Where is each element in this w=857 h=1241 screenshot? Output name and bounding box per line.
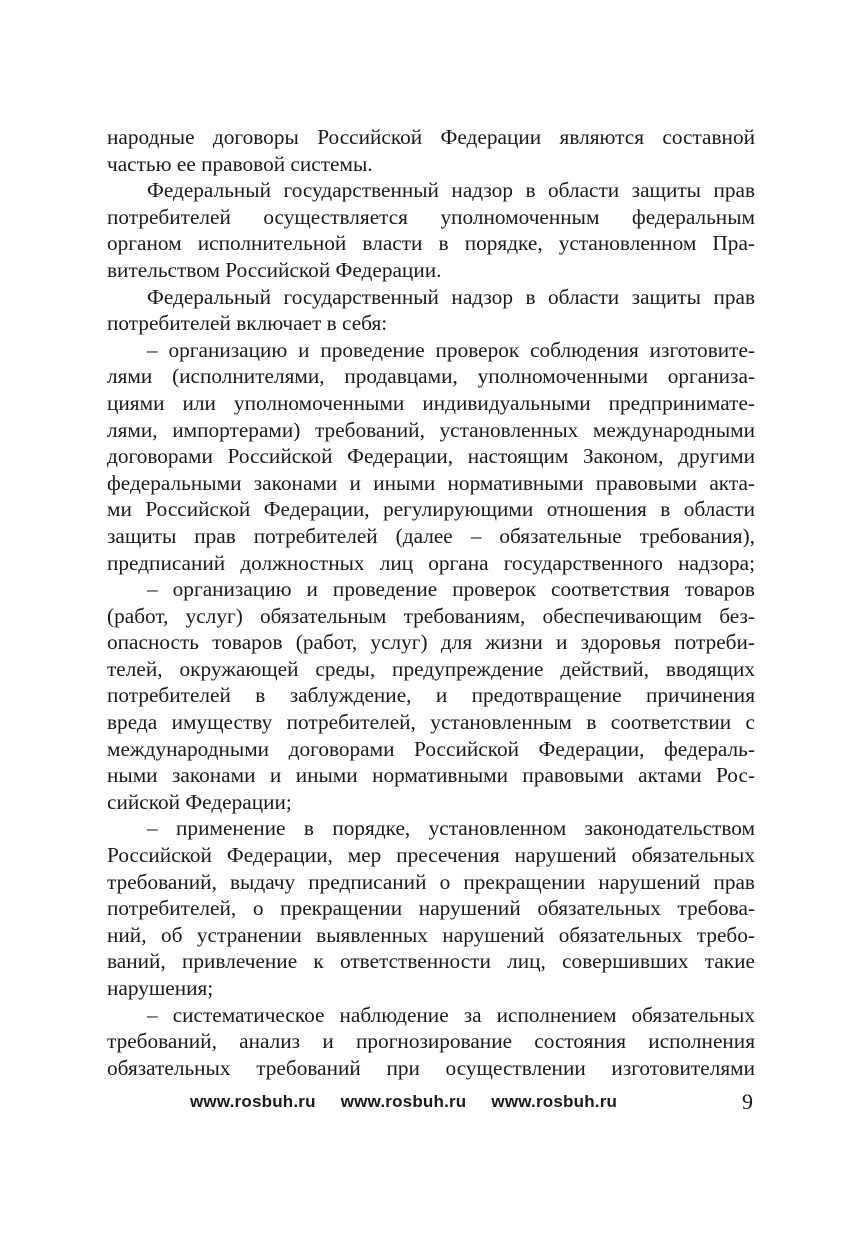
text-line: обязательных требований при осуществлении изготовителями — [107, 1055, 755, 1080]
text-line: народные договоры Российской Федерации являются составной — [107, 125, 755, 149]
text-line: ными законами и иными нормативными правовыми актами Рос- — [107, 763, 755, 788]
page-footer — [0, 1089, 857, 1120]
text-line: ваний, привлечение к ответственности лиц, совершивших такие — [107, 949, 755, 974]
text-line: органом исполнительной власти в порядке, установленном Пра- — [107, 231, 755, 256]
text-line: потребителей в заблуждение, и предотвращение причинения — [107, 683, 755, 708]
page-body-text — [107, 124, 755, 1081]
text-line: – применение в порядке, установленном законодательством — [147, 816, 755, 841]
text-line: сийской Федерации; — [107, 789, 292, 814]
text-line: защиты прав потребителей (далее – обязательные требования), — [107, 523, 755, 548]
text-line: потребителей осуществляется уполномоченным федеральным — [107, 204, 755, 229]
text-line: потребителей, о прекращении нарушений обязательных требова- — [107, 896, 755, 921]
text-line: федеральными законами и иными нормативными правовыми акта- — [107, 470, 755, 495]
text-line: требований, выдачу предписаний о прекращении нарушений прав — [107, 869, 755, 894]
text-line: – организацию и проведение проверок соблюдения изготовите- — [147, 337, 755, 362]
text-line: Федеральный государственный надзор в области защиты прав — [147, 178, 755, 203]
text-line: Российской Федерации, мер пресечения нарушений обязательных — [107, 843, 755, 868]
text-line: телей, окружающей среды, предупреждение действий, вводящих — [107, 656, 755, 681]
text-line: циями или уполномоченными индивидуальными предпринимате- — [107, 390, 755, 415]
footer-url: www.rosbuh.ru — [190, 1092, 316, 1111]
text-line: (работ, услуг) обязательным требованиям, обеспечивающим без- — [107, 603, 755, 628]
page-number: 9 — [742, 1089, 753, 1114]
text-line: лями, импортерами) требований, установленных международными — [107, 417, 755, 442]
footer-url: www.rosbuh.ru — [491, 1092, 618, 1111]
text-line: частью ее правовой системы. — [107, 151, 373, 176]
text-line: опасность товаров (работ, услуг) для жизни и здоровья потреби- — [107, 630, 755, 655]
text-line: нарушения; — [107, 976, 214, 1000]
text-line: вреда имуществу потребителей, установленным в соответствии с — [107, 710, 755, 735]
text-line: ми Российской Федерации, регулирующими отношения в области — [107, 497, 755, 522]
text-line: Федеральный государственный надзор в области защиты прав — [147, 284, 755, 309]
text-line: договорами Российской Федерации, настоящим Законом, другими — [107, 444, 755, 469]
text-line: вительством Российской Федерации. — [107, 257, 442, 282]
text-line: лями (исполнителями, продавцами, уполномоченными организа- — [107, 364, 755, 389]
footer-links — [190, 1092, 617, 1112]
text-line: – систематическое наблюдение за исполнением обязательных — [147, 1002, 755, 1027]
text-line: предписаний должностных лиц органа государственного надзора; — [107, 550, 755, 575]
footer-url: www.rosbuh.ru — [340, 1092, 467, 1111]
text-line: требований, анализ и прогнозирование состояния исполнения — [107, 1029, 755, 1054]
text-line: международными договорами Российской Федерации, федераль- — [107, 736, 755, 761]
text-line: – организацию и проведение проверок соответствия товаров — [147, 577, 755, 602]
text-line: ний, об устранении выявленных нарушений обязательных требо- — [107, 922, 755, 947]
text-line: потребителей включает в себя: — [107, 311, 388, 336]
